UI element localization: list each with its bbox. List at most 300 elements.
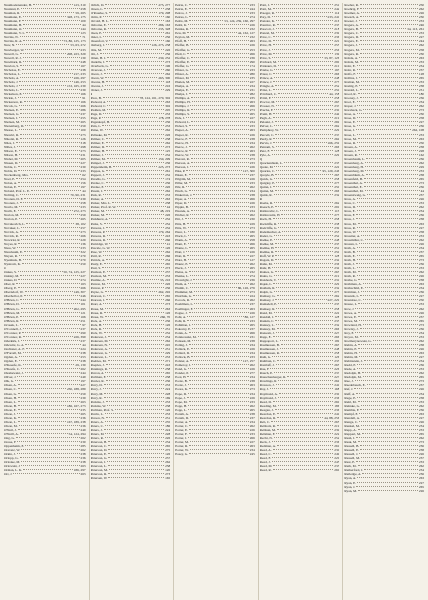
entry-pages: 126 [80, 136, 86, 141]
entry-name: Prucha, F. [259, 108, 274, 113]
entry-name: Pilz, R. [175, 185, 186, 190]
entry-pages: 236 [165, 318, 171, 323]
index-column [258, 3, 340, 600]
entry-pages: 128 [334, 148, 340, 153]
dot-leader [18, 397, 80, 398]
entry-name: Ralph, G. [259, 290, 273, 295]
entry-pages: 226 [165, 47, 171, 52]
entry-name: Pauline, A. [90, 278, 106, 283]
entry-name: Purvis, J. [259, 140, 273, 145]
entry-pages: 258 [334, 351, 340, 356]
entry-pages: 250 [334, 185, 340, 190]
entry-name: Rounds, L. [344, 294, 360, 299]
entry-pages: 244 [80, 371, 86, 376]
dot-leader [19, 162, 79, 163]
dot-leader [373, 340, 418, 341]
dot-leader [20, 275, 79, 276]
entry-pages: 265 [418, 375, 424, 380]
dot-leader [20, 214, 79, 215]
entry-pages: 245 [165, 342, 171, 347]
dot-leader [275, 271, 333, 272]
dot-leader [276, 20, 333, 21]
entry-pages: 233 [334, 464, 340, 469]
entry-name: Newton, S. [4, 63, 20, 68]
dot-leader [360, 445, 418, 446]
entry-name: Pfister, M. [175, 75, 190, 80]
entry-name: Peterson, B. [90, 440, 108, 445]
entry-name: Pagenkopf, H. [90, 120, 111, 125]
entry-pages: 265 [165, 294, 171, 299]
entry-pages: 236 [418, 213, 424, 218]
dot-leader [188, 368, 249, 369]
entry-pages: 266 [249, 330, 255, 335]
entry-pages: 224 [249, 294, 255, 299]
dot-leader [367, 384, 418, 385]
entry-pages: 248 [334, 346, 340, 351]
dot-leader [274, 125, 333, 126]
entry-name: Pedersen, M. [90, 338, 109, 343]
index-column [173, 3, 255, 600]
dot-leader [15, 380, 79, 381]
entry-name: Ranney, M. [259, 326, 276, 331]
entry-pages: 237 [80, 112, 86, 117]
entry-pages: 29, 130 [75, 363, 86, 368]
dot-leader [191, 299, 249, 300]
dot-leader [361, 457, 418, 458]
entry-pages: 186 [165, 423, 171, 428]
entry-pages: 227 [249, 440, 255, 445]
entry-pages: 231 [249, 87, 255, 92]
entry-pages: 227 [418, 355, 424, 360]
entry-name: Norton, M. [4, 213, 20, 218]
dot-leader [275, 134, 333, 135]
entry-name: Pitts, H. [175, 221, 187, 226]
entry-name: Rademacher, A. [259, 229, 282, 234]
entry-pages: 263 [249, 39, 255, 44]
entry-name: Pase, W. [90, 249, 103, 254]
entry-pages: 144 [80, 27, 86, 32]
entry-pages: 263 [249, 383, 255, 388]
entry-pages: 237 [249, 302, 255, 307]
entry-name: Nyenhuis, B. [4, 257, 22, 262]
entry-name: Raymond, J. [259, 395, 277, 400]
entry-pages: 255 [80, 116, 86, 121]
entry-pages: 226, 297 [73, 75, 86, 80]
entry-name: Palmer, D. [90, 144, 106, 149]
entry-pages: 126 [165, 452, 171, 457]
entry-name: Oberg, E. [4, 286, 18, 291]
dot-leader [273, 36, 334, 37]
entry-name: Pinch, G. [175, 189, 188, 194]
dot-leader [191, 158, 249, 159]
dot-leader [103, 251, 164, 252]
entry-pages: 258 [80, 201, 86, 206]
entry-pages: 149, 307 [73, 290, 86, 295]
dot-leader [103, 194, 164, 195]
dot-leader [190, 154, 249, 155]
entry-pages: 233 [80, 245, 86, 250]
entry-pages: 286, 163 [158, 23, 171, 28]
entry-pages: 273 [165, 472, 171, 477]
entry-name: Odewitz, G. A. [4, 342, 25, 347]
dot-leader [109, 368, 164, 369]
entry-pages: 235, 328 [158, 27, 171, 32]
dot-leader [107, 376, 164, 377]
entry-name: Niewirt, R. [4, 132, 20, 137]
dot-leader [273, 117, 334, 118]
entry-pages: 254 [80, 177, 86, 182]
dot-leader [19, 158, 79, 159]
dot-leader [191, 97, 248, 98]
dot-leader [19, 356, 80, 357]
entry-name: Overbeck, G. [90, 63, 109, 68]
entry-name: Palmer, E. [90, 140, 105, 145]
entry-name: Phalen, M. [175, 79, 190, 84]
entry-pages: 236 [249, 278, 255, 283]
entry-pages: 249 [80, 427, 86, 432]
dot-leader [361, 12, 418, 13]
entry-pages: 234 [418, 286, 424, 291]
dot-leader [104, 263, 164, 264]
entry-pages: 233 [418, 427, 424, 432]
entry-pages: 263 [418, 55, 424, 60]
entry-name: Parker, Prof. R. W. [90, 205, 117, 210]
entry-pages: 249 [80, 375, 86, 380]
entry-pages: 273 [249, 225, 255, 230]
entry-name: Rollins, J. [344, 75, 359, 80]
entry-name: Peterson, G. [90, 456, 108, 461]
entry-pages: 44 [82, 189, 86, 194]
entry-name: Romig, E. [344, 83, 359, 88]
entry-pages: 226 [249, 177, 255, 182]
entry-pages: 226 [418, 274, 424, 279]
dot-leader [188, 437, 249, 438]
dot-leader [185, 218, 249, 219]
entry-pages: 322 [80, 249, 86, 254]
dot-leader [272, 267, 333, 268]
dot-leader [365, 166, 418, 167]
entry-name: Rapp, E. [259, 334, 272, 339]
entry-name: Rumble, F. [344, 407, 360, 412]
dot-leader [190, 275, 249, 276]
dot-leader [106, 138, 164, 139]
entry-name: Roy, E. [344, 330, 355, 335]
entry-pages: 262 [165, 71, 171, 76]
entry-name: Nockenberg, Mrs. [4, 172, 29, 177]
dot-leader [364, 186, 418, 187]
dot-leader [108, 477, 164, 478]
entry-name: Olson, M. [4, 423, 18, 428]
entry-name: Pew, M. [175, 31, 187, 36]
dot-leader [18, 97, 81, 98]
entry-pages: 263 [80, 472, 86, 477]
dot-leader [190, 287, 237, 288]
entry-pages: 227 [334, 330, 340, 335]
entry-name: Rankin, C. [259, 318, 275, 323]
entry-pages: 236 [418, 185, 424, 190]
entry-pages: 266 [80, 233, 86, 238]
entry-pages: 233 [334, 359, 340, 364]
dot-leader [19, 255, 80, 256]
entry-pages: 62 [82, 172, 86, 177]
dot-leader [191, 49, 248, 50]
dot-leader [20, 134, 79, 135]
dot-leader [105, 372, 164, 373]
dot-leader [275, 259, 333, 260]
entry-pages: 226 [165, 213, 171, 218]
entry-pages: 263 [249, 100, 255, 105]
entry-pages: 262 [165, 128, 171, 133]
entry-name: Olson, E. [4, 407, 17, 412]
entry-name: Phillips, H. [175, 100, 191, 105]
entry-name: Roth, R. [344, 274, 356, 279]
entry-pages: 273 [165, 266, 171, 271]
entry-name: Neuland, E. [4, 7, 21, 12]
dot-leader [20, 89, 79, 90]
entry-name: Pfister, G. [175, 67, 189, 72]
entry-pages: 261 [334, 444, 340, 449]
entry-name: Pohl, A. [175, 314, 187, 319]
entry-name: Russell, J. [344, 452, 359, 457]
entry-name: Perlman, F. [90, 375, 107, 380]
entry-pages: 101 [80, 302, 86, 307]
dot-leader [22, 73, 73, 74]
dot-leader [106, 174, 164, 175]
dot-leader [271, 421, 333, 422]
entry-name: Pierson, J. [175, 164, 190, 169]
dot-leader [189, 239, 249, 240]
entry-name: Rubin, E. [344, 346, 358, 351]
entry-pages: 273 [334, 213, 340, 218]
entry-pages: 226 [418, 488, 424, 493]
dot-leader [357, 368, 418, 369]
dot-leader [187, 223, 248, 224]
entry-name: Poling, J. [175, 342, 188, 347]
entry-pages: 236 [334, 407, 340, 412]
dot-leader [189, 388, 249, 389]
dot-leader [357, 73, 418, 74]
entry-pages: 196 [165, 63, 171, 68]
dot-leader [361, 405, 418, 406]
dot-leader [354, 388, 418, 389]
dot-leader [107, 57, 157, 58]
entry-name: Ogden, E. [4, 359, 18, 364]
entry-name: Runge, C. [344, 419, 359, 424]
dot-leader [104, 393, 164, 394]
dot-leader [107, 69, 164, 70]
entry-pages: 163 [80, 282, 86, 287]
dot-leader [105, 186, 164, 187]
entry-pages: 236 [334, 395, 340, 400]
entry-pages: 244 [80, 298, 86, 303]
entry-pages: 239 [80, 395, 86, 400]
entry-pages: 272, 273 [73, 209, 86, 214]
entry-name: Reardon, R. [259, 415, 277, 420]
dot-leader [361, 425, 418, 426]
entry-name: Roth, E. [344, 253, 356, 258]
dot-leader [189, 380, 249, 381]
dot-leader [357, 251, 418, 252]
entry-name: Pfeil, C. [175, 51, 187, 56]
dot-leader [357, 125, 418, 126]
entry-name: Plack, L. [175, 233, 188, 238]
entry-pages: 234 [334, 257, 340, 262]
entry-pages: 248 [334, 75, 340, 80]
entry-name: Pieper, R. [175, 132, 189, 137]
entry-pages: 258 [334, 177, 340, 182]
entry-pages: 263 [418, 476, 424, 481]
entry-pages: 220 [334, 456, 340, 461]
entry-name: Plautz, E. [175, 262, 189, 266]
entry-name: Oberndorf, W. [4, 290, 24, 295]
entry-pages: 244 [249, 7, 255, 12]
entry-pages: 233 [249, 181, 255, 186]
entry-pages: 229 [418, 164, 424, 169]
entry-pages: 236 [165, 286, 171, 291]
entry-pages: 246 [418, 23, 424, 28]
dot-leader [104, 397, 165, 398]
entry-name: Rogers, R. [344, 51, 359, 56]
entry-pages: 238 [418, 395, 424, 400]
entry-name: Purdy, R. [259, 136, 273, 141]
entry-name: Peterson, D. [90, 448, 108, 453]
entry-name: Nissen, D. [4, 160, 19, 165]
entry-name: Rose, L. [344, 132, 356, 137]
dot-leader [24, 198, 79, 199]
dot-leader [107, 461, 164, 462]
dot-leader [108, 134, 164, 135]
entry-name: Quayle, B. [259, 172, 275, 177]
dot-leader [357, 477, 418, 478]
dot-leader [278, 303, 333, 304]
dot-leader [277, 413, 333, 414]
entry-name: Newell, R. J. [4, 55, 22, 60]
entry-pages: 273 [249, 156, 255, 161]
entry-name: Pallaske, M. [90, 132, 108, 137]
dot-leader [357, 69, 418, 70]
entry-pages: 262, 292 [158, 290, 171, 295]
entry-pages: 257 [80, 225, 86, 230]
entry-pages: 236 [165, 181, 171, 186]
entry-pages: 234 [249, 189, 255, 194]
entry-name: Nolan, A. [4, 181, 18, 186]
dot-leader [364, 178, 418, 179]
entry-name: Palmer, H. [90, 148, 106, 153]
dot-leader [364, 360, 418, 361]
dot-leader [20, 36, 82, 37]
entry-pages: 241 [334, 383, 340, 388]
entry-name: Pollack, E. [175, 346, 190, 351]
entry-name: Pond, G. [175, 367, 188, 372]
dot-leader [366, 158, 418, 159]
entry-pages: 265 [165, 371, 171, 376]
entry-name: O'Neil, J. [4, 427, 17, 432]
entry-pages: 236 [418, 290, 424, 295]
entry-pages: 128 [334, 314, 340, 319]
dot-leader [357, 101, 418, 102]
entry-name: Pappert, J. [90, 172, 105, 177]
dot-leader [280, 340, 334, 341]
entry-name: Rabinovitz, L. [259, 209, 280, 214]
entry-pages: 234 [334, 266, 340, 271]
dot-leader [18, 287, 79, 288]
dot-leader [189, 271, 249, 272]
entry-pages: 136 [80, 241, 86, 246]
dot-leader [189, 182, 249, 183]
entry-name: Rubin, M. [344, 355, 359, 360]
entry-name: Olson, J. [4, 411, 16, 416]
entry-name: Pedersen, N. [90, 342, 108, 347]
entry-pages: 139 [334, 51, 340, 56]
entry-pages: 150, 299 [158, 156, 171, 161]
dot-leader [362, 372, 418, 373]
entry-name: Pope, D. [175, 391, 187, 396]
entry-name: Nicholas, E. [4, 67, 21, 72]
entry-name: Rosenfeld, B. [344, 177, 363, 182]
entry-name: Putnam, S. [259, 144, 275, 149]
dot-leader [356, 129, 411, 130]
dot-leader [272, 457, 333, 458]
dot-leader [360, 295, 418, 296]
entry-name: Parsons, R. [90, 233, 106, 238]
entry-name: Pfeffer, G. [175, 63, 190, 68]
entry-pages: 237 [249, 415, 255, 420]
dot-leader [20, 138, 80, 139]
entry-pages: 233 [249, 399, 255, 404]
dot-leader [21, 308, 73, 309]
entry-name: Ryan, J. [344, 484, 356, 489]
entry-pages: 273 [165, 59, 171, 64]
dot-leader [193, 279, 248, 280]
entry-name: Pohl, R. [175, 318, 187, 323]
entry-name: Ross, C. [344, 201, 356, 206]
entry-pages: 226 [165, 132, 171, 137]
entry-name: Rose, G. [344, 124, 357, 129]
entry-pages: 259 [80, 124, 86, 129]
dot-leader [358, 429, 418, 430]
entry-pages: 166 [80, 314, 86, 319]
entry-name: Rust, E. [344, 460, 356, 465]
dot-leader [360, 36, 418, 37]
dot-leader [273, 218, 334, 219]
entry-pages: 258 [334, 306, 340, 311]
dot-leader [20, 320, 79, 321]
dot-leader [106, 146, 164, 147]
dot-leader [277, 24, 334, 25]
entry-name: Russell, B. [344, 444, 360, 449]
entry-name: Purcell, C. [259, 132, 275, 137]
entry-pages: 227 [80, 160, 86, 165]
entry-pages: 253 [249, 47, 255, 52]
entry-pages: 238 [80, 452, 86, 457]
entry-name: Pilgrim, M. [175, 177, 191, 182]
entry-pages: 41 [166, 241, 171, 246]
entry-pages: 38, 102 [75, 221, 86, 226]
dot-leader [361, 49, 418, 50]
entry-name: Pederson, L. [90, 355, 108, 360]
dot-leader [23, 259, 80, 260]
dot-leader [20, 316, 80, 317]
entry-name: Nolting, C. [4, 193, 20, 198]
entry-name: Radcliffe, G. [259, 225, 278, 230]
entry-name: Rose, J. [344, 128, 356, 133]
dot-leader [20, 231, 80, 232]
dot-leader [103, 320, 164, 321]
entry-name: Ruf, J. [344, 387, 354, 392]
dot-leader [23, 61, 79, 62]
entry-pages: 179, 298 [158, 11, 171, 16]
entry-name: Roth, M. [344, 270, 357, 275]
